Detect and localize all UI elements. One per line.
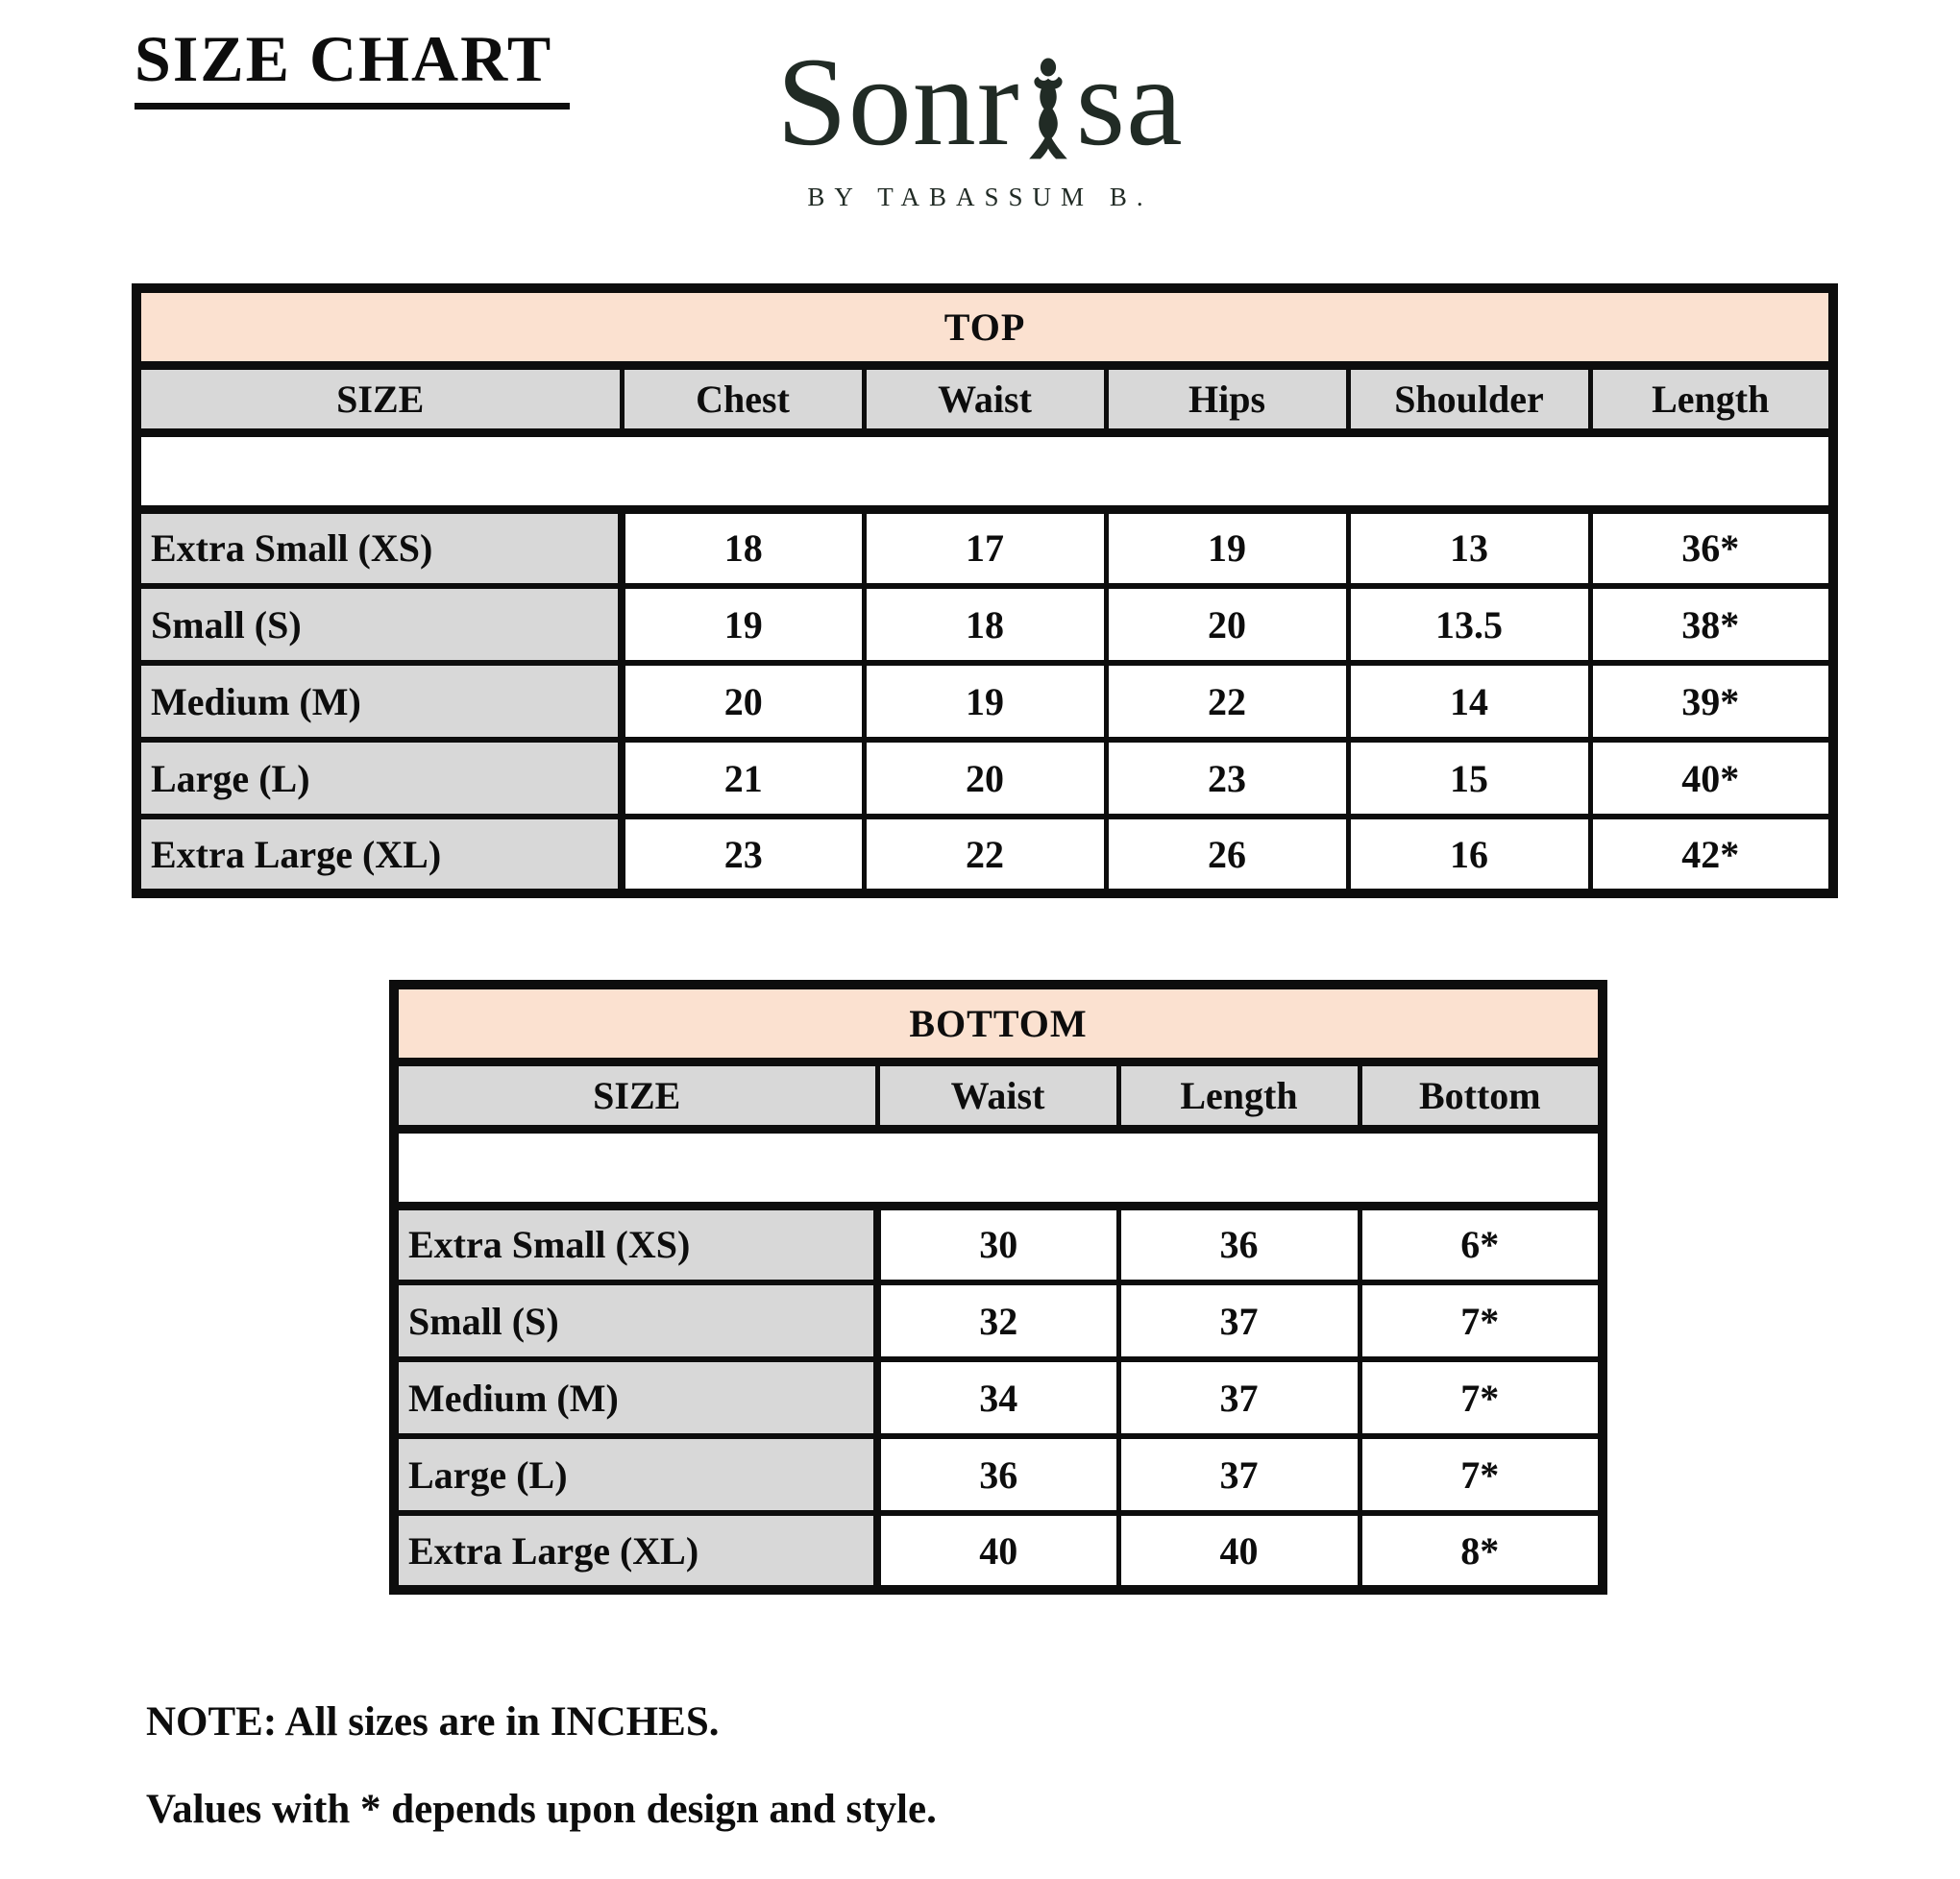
table-row bbox=[136, 586, 1833, 663]
value-cell: 22 bbox=[864, 817, 1106, 893]
column-header: Hips bbox=[1106, 365, 1348, 432]
column-header: Shoulder bbox=[1348, 365, 1590, 432]
size-cell: Large (L) bbox=[136, 740, 622, 817]
spacer-row bbox=[394, 1129, 1603, 1206]
top-size-table bbox=[132, 283, 1838, 898]
column-header: Chest bbox=[622, 365, 864, 432]
size-cell: Extra Large (XL) bbox=[136, 817, 622, 893]
value-cell: 7* bbox=[1360, 1436, 1603, 1513]
column-header: Length bbox=[1590, 365, 1833, 432]
top-table-title: TOP bbox=[136, 288, 1833, 365]
value-cell: 22 bbox=[1106, 663, 1348, 740]
size-cell: Extra Large (XL) bbox=[394, 1513, 877, 1590]
value-cell: 30 bbox=[877, 1206, 1118, 1282]
value-cell: 8* bbox=[1360, 1513, 1603, 1590]
value-cell: 18 bbox=[622, 509, 864, 586]
column-header: Waist bbox=[877, 1062, 1118, 1129]
column-header: Waist bbox=[864, 365, 1106, 432]
value-cell: 42* bbox=[1590, 817, 1833, 893]
table-row bbox=[394, 985, 1603, 1062]
size-cell: Extra Small (XS) bbox=[394, 1206, 877, 1282]
size-cell: Small (S) bbox=[394, 1282, 877, 1359]
table-row bbox=[394, 1436, 1603, 1513]
value-cell: 36* bbox=[1590, 509, 1833, 586]
value-cell: 7* bbox=[1360, 1359, 1603, 1436]
note-asterisk: Values with * depends upon design and style. bbox=[146, 1787, 937, 1832]
value-cell: 15 bbox=[1348, 740, 1590, 817]
table-row bbox=[394, 1359, 1603, 1436]
bottom-table-title: BOTTOM bbox=[394, 985, 1603, 1062]
size-cell: Medium (M) bbox=[136, 663, 622, 740]
table-row bbox=[136, 817, 1833, 893]
value-cell: 37 bbox=[1118, 1436, 1360, 1513]
table-row bbox=[394, 1513, 1603, 1590]
bottom-size-table bbox=[389, 980, 1607, 1595]
size-cell: Small (S) bbox=[136, 586, 622, 663]
page-title: SIZE CHART bbox=[135, 21, 570, 110]
value-cell: 39* bbox=[1590, 663, 1833, 740]
table-row bbox=[394, 1206, 1603, 1282]
value-cell: 20 bbox=[864, 740, 1106, 817]
woman-silhouette-icon bbox=[1022, 42, 1074, 179]
brand-name bbox=[776, 31, 1184, 175]
table-row bbox=[136, 509, 1833, 586]
value-cell: 34 bbox=[877, 1359, 1118, 1436]
footer-notes bbox=[146, 1698, 937, 1873]
value-cell: 19 bbox=[1106, 509, 1348, 586]
value-cell: 18 bbox=[864, 586, 1106, 663]
value-cell: 13 bbox=[1348, 509, 1590, 586]
table-row bbox=[136, 663, 1833, 740]
size-cell: Medium (M) bbox=[394, 1359, 877, 1436]
column-header: SIZE bbox=[136, 365, 622, 432]
value-cell: 23 bbox=[1106, 740, 1348, 817]
table-row bbox=[136, 740, 1833, 817]
value-cell: 32 bbox=[877, 1282, 1118, 1359]
value-cell: 40 bbox=[877, 1513, 1118, 1590]
value-cell: 19 bbox=[622, 586, 864, 663]
value-cell: 38* bbox=[1590, 586, 1833, 663]
value-cell: 37 bbox=[1118, 1282, 1360, 1359]
value-cell: 19 bbox=[864, 663, 1106, 740]
value-cell: 23 bbox=[622, 817, 864, 893]
value-cell: 37 bbox=[1118, 1359, 1360, 1436]
column-header: Length bbox=[1118, 1062, 1360, 1129]
brand-name-left: Sonr bbox=[776, 31, 1020, 172]
table-row bbox=[136, 432, 1833, 509]
brand-logo bbox=[0, 31, 1960, 212]
value-cell: 36 bbox=[1118, 1206, 1360, 1282]
table-row bbox=[394, 1062, 1603, 1129]
value-cell: 36 bbox=[877, 1436, 1118, 1513]
column-header: Bottom bbox=[1360, 1062, 1603, 1129]
note-sizes-inches: NOTE: All sizes are in INCHES. bbox=[146, 1699, 720, 1745]
value-cell: 13.5 bbox=[1348, 586, 1590, 663]
value-cell: 21 bbox=[622, 740, 864, 817]
value-cell: 20 bbox=[622, 663, 864, 740]
value-cell: 20 bbox=[1106, 586, 1348, 663]
table-row bbox=[394, 1282, 1603, 1359]
column-header: SIZE bbox=[394, 1062, 877, 1129]
value-cell: 7* bbox=[1360, 1282, 1603, 1359]
brand-tagline: BY TABASSUM B. bbox=[807, 183, 1153, 211]
spacer-row bbox=[136, 432, 1833, 509]
value-cell: 26 bbox=[1106, 817, 1348, 893]
value-cell: 40* bbox=[1590, 740, 1833, 817]
size-cell: Extra Small (XS) bbox=[136, 509, 622, 586]
table-row bbox=[136, 365, 1833, 432]
table-row bbox=[136, 288, 1833, 365]
value-cell: 17 bbox=[864, 509, 1106, 586]
value-cell: 16 bbox=[1348, 817, 1590, 893]
value-cell: 14 bbox=[1348, 663, 1590, 740]
brand-name-right: sa bbox=[1075, 31, 1184, 172]
table-row bbox=[394, 1129, 1603, 1206]
size-cell: Large (L) bbox=[394, 1436, 877, 1513]
value-cell: 40 bbox=[1118, 1513, 1360, 1590]
value-cell: 6* bbox=[1360, 1206, 1603, 1282]
